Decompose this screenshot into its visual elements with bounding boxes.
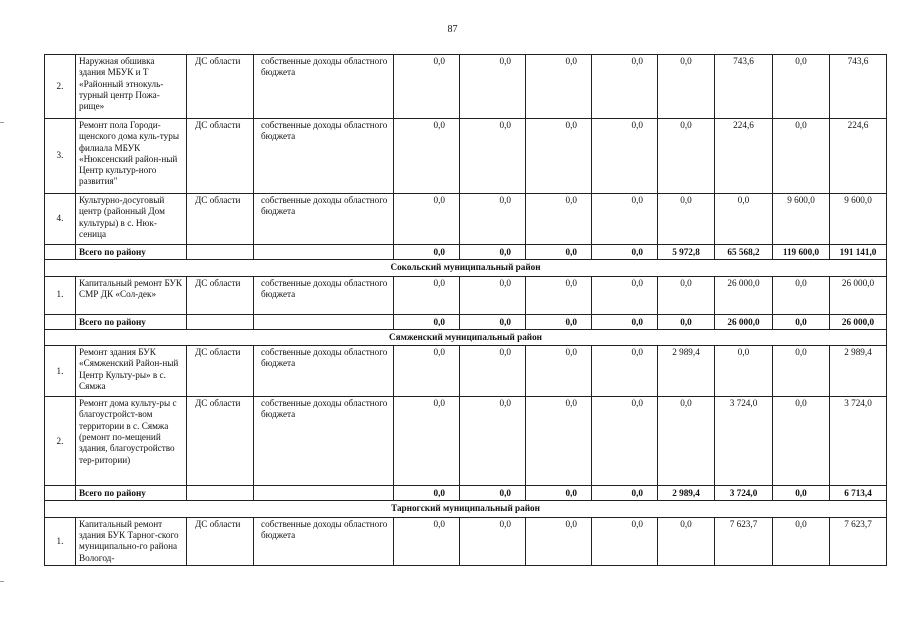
amount-cell: 3 724,0 [830, 397, 887, 486]
total-amount-cell: 0,0 [773, 486, 830, 501]
funding-source: ДС области [187, 517, 254, 565]
table-row [45, 119, 887, 194]
amount-cell: 0,0 [460, 517, 526, 565]
amount-cell: 0,0 [394, 55, 460, 119]
amount-cell: 743,6 [715, 55, 773, 119]
total-amount-cell: 0,0 [460, 486, 526, 501]
amount-cell: 0,0 [526, 346, 592, 397]
total-amount-cell: 0,0 [592, 314, 658, 329]
row-number: 2. [45, 55, 76, 119]
total-amount-cell: 191 141,0 [830, 245, 887, 260]
object-name: Ремонт здания БУК «Сямженский Район-ный Центр Культу-ры» в с. Сямжа [76, 346, 187, 397]
district-header-row [45, 501, 887, 517]
total-fin-blank [187, 245, 254, 260]
total-amount-cell: 5 972,8 [658, 245, 715, 260]
funding-source: ДС области [187, 119, 254, 194]
budget-source: собственные доходы областного бюджета [254, 397, 394, 486]
total-amount-cell: 65 568,2 [715, 245, 773, 260]
amount-cell: 0,0 [773, 397, 830, 486]
total-number-blank [45, 245, 76, 260]
total-src-blank [254, 245, 394, 260]
total-amount-cell: 0,0 [526, 486, 592, 501]
amount-cell: 0,0 [773, 276, 830, 314]
amount-cell: 0,0 [526, 119, 592, 194]
total-amount-cell: 0,0 [394, 245, 460, 260]
object-name: Культурно-досуговый центр (районный Дом культуры) в с. Нюк-сеница [76, 194, 187, 245]
table-row [45, 346, 887, 397]
amount-cell: 0,0 [658, 55, 715, 119]
amount-cell: 0,0 [715, 346, 773, 397]
total-label: Всего по району [76, 314, 187, 329]
total-fin-blank [187, 314, 254, 329]
total-amount-cell: 0,0 [394, 486, 460, 501]
amount-cell: 743,6 [830, 55, 887, 119]
amount-cell: 0,0 [394, 119, 460, 194]
total-src-blank [254, 486, 394, 501]
amount-cell: 3 724,0 [715, 397, 773, 486]
amount-cell: 0,0 [592, 346, 658, 397]
amount-cell: 2 989,4 [830, 346, 887, 397]
amount-cell: 0,0 [592, 194, 658, 245]
district-total-row [45, 245, 887, 260]
budget-source: собственные доходы областного бюджета [254, 517, 394, 565]
amount-cell: 0,0 [526, 517, 592, 565]
funding-source: ДС области [187, 346, 254, 397]
amount-cell: 0,0 [526, 276, 592, 314]
total-amount-cell: 26 000,0 [830, 314, 887, 329]
amount-cell: 0,0 [773, 119, 830, 194]
amount-cell: 0,0 [460, 55, 526, 119]
total-amount-cell: 0,0 [773, 314, 830, 329]
row-number: 1. [45, 517, 76, 565]
object-name: Капитальный ремонт здания БУК Тарног-ского муниципально-го района Вологод- [76, 517, 187, 565]
amount-cell: 0,0 [658, 194, 715, 245]
total-number-blank [45, 314, 76, 329]
total-amount-cell: 0,0 [460, 314, 526, 329]
row-number: 3. [45, 119, 76, 194]
amount-cell: 0,0 [592, 55, 658, 119]
amount-cell: 0,0 [658, 276, 715, 314]
total-amount-cell: 26 000,0 [715, 314, 773, 329]
amount-cell: 0,0 [658, 517, 715, 565]
amount-cell: 0,0 [526, 397, 592, 486]
total-number-blank [45, 486, 76, 501]
amount-cell: 0,0 [592, 276, 658, 314]
amount-cell: 0,0 [715, 194, 773, 245]
total-amount-cell: 6 713,4 [830, 486, 887, 501]
amount-cell: 7 623,7 [715, 517, 773, 565]
total-amount-cell: 0,0 [460, 245, 526, 260]
total-amount-cell: 0,0 [526, 245, 592, 260]
total-amount-cell: 2 989,4 [658, 486, 715, 501]
funding-source: ДС области [187, 397, 254, 486]
row-number: 4. [45, 194, 76, 245]
district-header-row [45, 260, 887, 276]
margin-mark [0, 122, 4, 123]
amount-cell: 26 000,0 [715, 276, 773, 314]
amount-cell: 0,0 [592, 119, 658, 194]
amount-cell: 0,0 [394, 276, 460, 314]
budget-table [44, 54, 887, 566]
district-title: Тарногский муниципальный район [45, 501, 887, 517]
table-row [45, 517, 887, 565]
district-total-row [45, 486, 887, 501]
amount-cell: 0,0 [394, 397, 460, 486]
amount-cell: 0,0 [526, 55, 592, 119]
amount-cell: 0,0 [773, 55, 830, 119]
object-name: Ремонт пола Городи-щенского дома куль-туры филиала МБУК «Нюксенский район-ный Центр культур-ного развития" [76, 119, 187, 194]
table-row [45, 276, 887, 314]
amount-cell: 9 600,0 [773, 194, 830, 245]
amount-cell: 0,0 [773, 517, 830, 565]
budget-source: собственные доходы областного бюджета [254, 346, 394, 397]
total-amount-cell: 0,0 [394, 314, 460, 329]
total-amount-cell: 3 724,0 [715, 486, 773, 501]
amount-cell: 7 623,7 [830, 517, 887, 565]
total-label: Всего по району [76, 486, 187, 501]
funding-source: ДС области [187, 55, 254, 119]
object-name: Капитальный ремонт БУК СМР ДК «Сол-дек» [76, 276, 187, 314]
object-name: Наружная обшивка здания МБУК и Т «Районный этнокуль-турный центр Пожа-рище» [76, 55, 187, 119]
amount-cell: 0,0 [592, 517, 658, 565]
amount-cell: 224,6 [830, 119, 887, 194]
table-row [45, 397, 887, 486]
amount-cell: 0,0 [592, 397, 658, 486]
object-name: Ремонт дома культу-ры с благоустройст-вом территории в с. Сямжа (ремонт по-мещений здания, благоустройство тер-ритории) [76, 397, 187, 486]
amount-cell: 0,0 [460, 276, 526, 314]
amount-cell: 0,0 [394, 517, 460, 565]
budget-source: собственные доходы областного бюджета [254, 276, 394, 314]
funding-source: ДС области [187, 194, 254, 245]
page-number: 87 [447, 24, 458, 35]
budget-source: собственные доходы областного бюджета [254, 194, 394, 245]
amount-cell: 224,6 [715, 119, 773, 194]
funding-source: ДС области [187, 276, 254, 314]
amount-cell: 0,0 [460, 194, 526, 245]
amount-cell: 2 989,4 [658, 346, 715, 397]
total-src-blank [254, 314, 394, 329]
margin-mark [0, 581, 4, 582]
amount-cell: 0,0 [460, 346, 526, 397]
amount-cell: 0,0 [658, 119, 715, 194]
amount-cell: 0,0 [394, 194, 460, 245]
total-amount-cell: 0,0 [526, 314, 592, 329]
amount-cell: 0,0 [773, 346, 830, 397]
amount-cell: 9 600,0 [830, 194, 887, 245]
total-fin-blank [187, 486, 254, 501]
amount-cell: 0,0 [526, 194, 592, 245]
total-amount-cell: 0,0 [658, 314, 715, 329]
row-number: 2. [45, 397, 76, 486]
amount-cell: 0,0 [460, 119, 526, 194]
budget-source: собственные доходы областного бюджета [254, 55, 394, 119]
total-amount-cell: 0,0 [592, 486, 658, 501]
amount-cell: 0,0 [658, 397, 715, 486]
table-row [45, 55, 887, 119]
table-row [45, 194, 887, 245]
budget-source: собственные доходы областного бюджета [254, 119, 394, 194]
district-total-row [45, 314, 887, 329]
amount-cell: 26 000,0 [830, 276, 887, 314]
amount-cell: 0,0 [460, 397, 526, 486]
district-title: Сокольский муниципальный район [45, 260, 887, 276]
district-title: Сямженский муниципальный район [45, 329, 887, 345]
amount-cell: 0,0 [394, 346, 460, 397]
total-amount-cell: 0,0 [592, 245, 658, 260]
row-number: 1. [45, 276, 76, 314]
row-number: 1. [45, 346, 76, 397]
district-header-row [45, 329, 887, 345]
total-label: Всего по району [76, 245, 187, 260]
total-amount-cell: 119 600,0 [773, 245, 830, 260]
